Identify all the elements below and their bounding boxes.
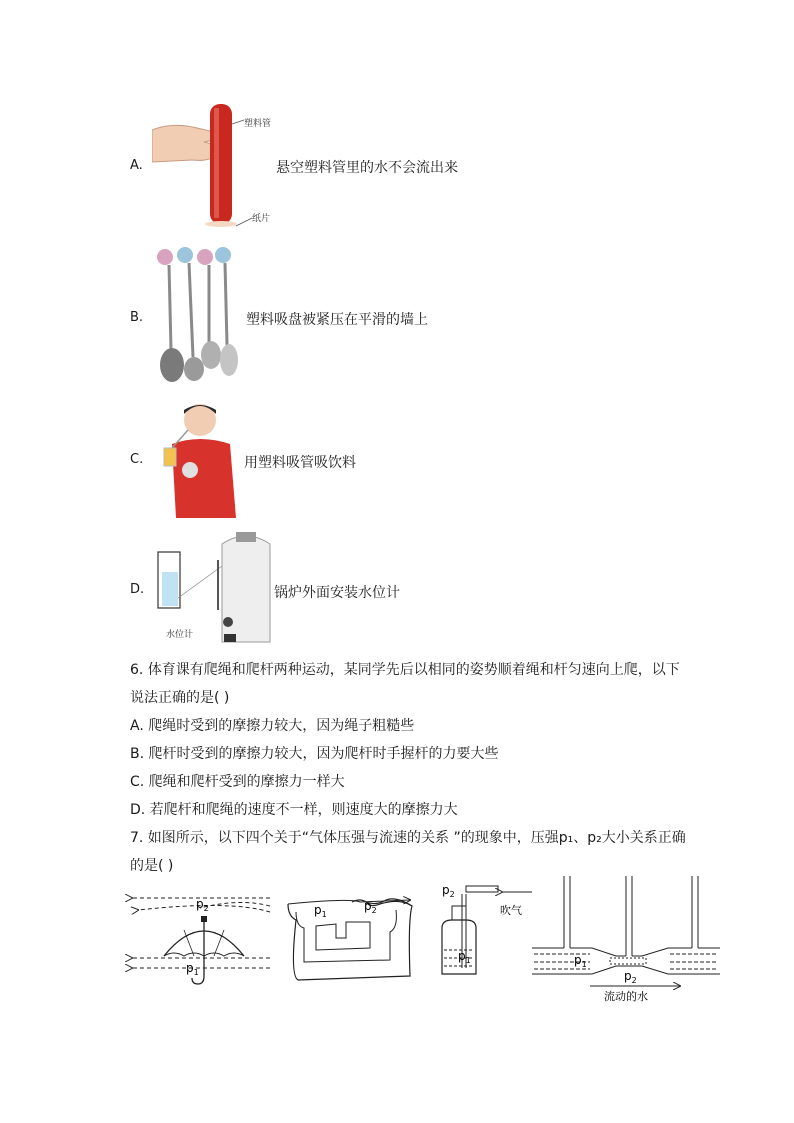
- burrow-p1-label: $p_1$: [314, 903, 327, 919]
- burrow-panel: [288, 899, 412, 980]
- option-b: [130, 245, 530, 390]
- q6-choice-a: A. 爬绳时受到的摩擦力较大，因为绳子粗糙些: [130, 718, 415, 734]
- option-b-caption: 塑料吸盘被紧压在平滑的墙上: [246, 312, 428, 328]
- question-7: [130, 824, 730, 880]
- venturi-panel: [532, 876, 720, 1003]
- venturi-p2-label: $p_2$: [624, 969, 637, 985]
- option-c-caption: 用塑料吸管吸饮料: [244, 455, 356, 471]
- flowing-water-label: 流动的水: [604, 990, 648, 1003]
- q6-choice-d: D. 若爬杆和爬绳的速度不一样，则速度大的摩擦力大: [130, 802, 458, 818]
- option-a: [130, 100, 530, 235]
- venturi-p1-label: $p_1$: [574, 953, 587, 969]
- option-c: [130, 400, 530, 520]
- option-c-letter: C.: [130, 452, 144, 467]
- boy-drinking-illustration: [158, 400, 243, 520]
- blow-label: 吹气: [500, 904, 522, 917]
- pressure-flow-figure: [120, 876, 730, 1006]
- burrow-p2-label: $p_2$: [364, 899, 377, 915]
- umbrella-p1-label: $p_1$: [186, 961, 199, 977]
- option-d: [130, 530, 530, 650]
- bottle-p2-label: $p_2$: [442, 883, 455, 899]
- gauge-label: 水位计: [166, 630, 194, 640]
- option-d-letter: D.: [130, 582, 145, 597]
- paper-label: 纸片: [252, 214, 271, 224]
- q6-stem-line1: 6. 体育课有爬绳和爬杆两种运动，某同学先后以相同的姿势顺着绳和杆匀速向上爬，以下: [130, 662, 680, 678]
- bottle-panel: [442, 883, 532, 974]
- bottle-p1-label: $p_1$: [458, 949, 471, 965]
- option-a-letter: A.: [130, 158, 143, 173]
- question-6: [130, 656, 730, 824]
- option-d-caption: 锅炉外面安装水位计: [274, 585, 400, 601]
- q6-stem-line2: 说法正确的是( ): [130, 690, 230, 706]
- q7-stem-line2: 的是( ): [130, 858, 174, 874]
- suction-cup-hooks-illustration: [155, 245, 245, 390]
- q6-choice-c: C. 爬绳和爬杆受到的摩擦力一样大: [130, 774, 345, 790]
- umbrella-panel: [132, 897, 270, 984]
- option-b-letter: B.: [130, 310, 144, 325]
- umbrella-p2-label: $p_2$: [196, 897, 209, 913]
- q7-stem-line1: 7. 如图所示，以下四个关于“气体压强与流速的关系 ”的现象中，压强p₁、p₂大小关系正确: [130, 830, 686, 846]
- q6-choice-b: B. 爬杆时受到的摩擦力较大，因为爬杆时手握杆的力要大些: [130, 746, 499, 762]
- option-a-caption: 悬空塑料管里的水不会流出来: [276, 160, 458, 176]
- tube-label: 塑料管: [244, 119, 272, 129]
